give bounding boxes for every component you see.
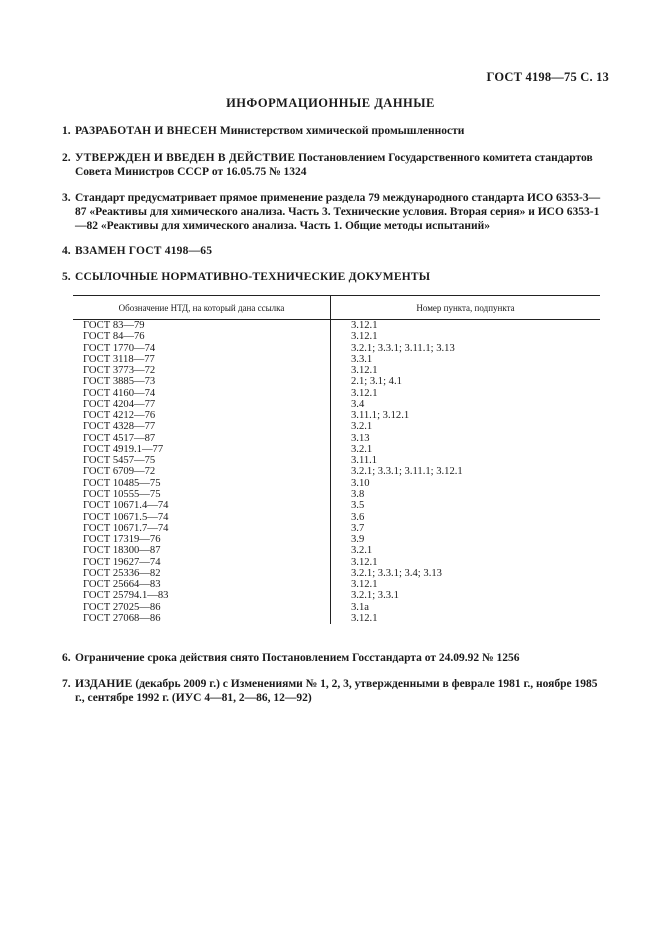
cell-clause: 3.12.1	[351, 612, 378, 624]
cell-clause: 2.1; 3.1; 4.1	[351, 376, 402, 388]
table-row	[73, 421, 600, 432]
cell-document: ГОСТ 27025—86	[73, 602, 331, 613]
section-lead: РАЗРАБОТАН И ВНЕСЕН	[75, 125, 218, 137]
cell-document: ГОСТ 10671.5—74	[73, 512, 331, 523]
cell-document: ГОСТ 25664—83	[73, 579, 331, 590]
cell-document: ГОСТ 6709—72	[73, 466, 331, 477]
table-row	[73, 455, 600, 466]
table-row	[73, 466, 600, 477]
section-text: Постановлением Государственного комитета стандартов Совета Министров СССР от 16.05.75 № 1324	[75, 152, 593, 178]
cell-clause: 3.12.1	[351, 556, 378, 568]
cell-document: ГОСТ 10671.7—74	[73, 523, 331, 534]
table-row	[73, 343, 600, 354]
table-row	[73, 534, 600, 545]
cell-document: ГОСТ 4212—76	[73, 410, 331, 421]
cell-document: ГОСТ 3885—73	[73, 376, 331, 387]
table-row	[73, 365, 600, 376]
cell-clause: 3.9	[351, 534, 365, 546]
cell-clause: 3.12.1	[351, 320, 378, 331]
cell-document: ГОСТ 5457—75	[73, 455, 331, 466]
cell-document: ГОСТ 3118—77	[73, 354, 331, 365]
table-row	[73, 444, 600, 455]
section-1	[62, 124, 610, 138]
table-row	[73, 354, 600, 365]
cell-document: ГОСТ 25336—82	[73, 568, 331, 579]
section-6	[62, 651, 610, 665]
table-row	[73, 590, 600, 601]
column-header-clause: Номер пункта, подпункта	[331, 296, 601, 320]
section-7	[62, 677, 610, 705]
table-row	[73, 557, 600, 568]
section-lead: УТВЕРЖДЕН И ВВЕДЕН В ДЕЙСТВИЕ	[75, 152, 296, 164]
cell-clause: 3.13	[351, 432, 370, 444]
section-3	[62, 191, 610, 233]
cell-document: ГОСТ 18300—87	[73, 545, 331, 556]
table-row	[73, 331, 600, 342]
table-body	[73, 320, 600, 625]
section-5	[62, 270, 610, 284]
section-number: 7.	[62, 678, 71, 690]
section-number: 2.	[62, 152, 71, 164]
cell-clause: 3.11.1; 3.12.1	[351, 410, 410, 422]
cell-clause: 3.6	[351, 511, 365, 523]
cell-document: ГОСТ 10555—75	[73, 489, 331, 500]
cell-clause: 3.2.1; 3.3.1; 3.4; 3.13	[351, 567, 442, 579]
section-text: Стандарт предусматривает прямое применение раздела 79 международного стандарта ИСО 6353-3—87 «Реактивы для химического анализа. Часть 3. Технические условия. Вторая серия» и ИСО 6353-1—82 «Реактивы для химического анализа. Часть 1. Общие методы испытаний»	[75, 192, 601, 232]
cell-clause: 3.2.1; 3.3.1; 3.11.1; 3.13	[351, 342, 455, 354]
table-row	[73, 320, 600, 332]
cell-clause: 3.3.1	[351, 353, 373, 365]
table-row	[73, 602, 600, 613]
cell-document: ГОСТ 25794.1—83	[73, 590, 331, 601]
references-table	[73, 295, 600, 624]
table-row	[73, 500, 600, 511]
table-row	[73, 545, 600, 556]
cell-document: ГОСТ 19627—74	[73, 557, 331, 568]
cell-clause: 3.2.1	[351, 545, 373, 557]
cell-clause: 3.12.1	[351, 579, 378, 591]
cell-document: ГОСТ 4204—77	[73, 399, 331, 410]
doc-reference-header: ГОСТ 4198—75 С. 13	[486, 70, 609, 84]
section-number: 6.	[62, 652, 71, 664]
table-row	[73, 433, 600, 444]
table-row	[73, 376, 600, 387]
section-number: 5.	[62, 271, 71, 283]
cell-clause: 3.12.1	[351, 387, 378, 399]
cell-document: ГОСТ 4919.1—77	[73, 444, 331, 455]
table-row	[73, 523, 600, 534]
section-number: 1.	[62, 125, 71, 137]
cell-document: ГОСТ 84—76	[73, 331, 331, 342]
cell-document: ГОСТ 4160—74	[73, 388, 331, 399]
cell-clause: 3.2.1; 3.3.1; 3.11.1; 3.12.1	[351, 466, 463, 478]
column-header-document: Обозначение НТД, на который дана ссылка	[73, 296, 331, 320]
cell-clause: 3.2.1; 3.3.1	[351, 590, 399, 602]
table-row	[73, 568, 600, 579]
cell-document: ГОСТ 3773—72	[73, 365, 331, 376]
cell-clause: 3.5	[351, 500, 365, 512]
section-number: 4.	[62, 245, 71, 257]
cell-document: ГОСТ 27068—86	[73, 613, 331, 624]
table-row	[73, 410, 600, 421]
section-lead: ВЗАМЕН ГОСТ 4198—65	[75, 245, 213, 257]
section-2	[62, 151, 610, 179]
section-lead: ССЫЛОЧНЫЕ НОРМАТИВНО-ТЕХНИЧЕСКИЕ ДОКУМЕНТЫ	[75, 271, 431, 283]
cell-clause: 3.11.1	[351, 455, 378, 467]
section-text: Ограничение срока действия снято Постановлением Госстандарта от 24.09.92 № 1256	[75, 652, 520, 664]
cell-clause: 3.12.1	[351, 365, 378, 377]
table-row	[73, 613, 600, 624]
table-row	[73, 512, 600, 523]
cell-clause: 3.4	[351, 398, 365, 410]
table-header-row	[73, 296, 600, 320]
cell-document: ГОСТ 10485—75	[73, 478, 331, 489]
section-4	[62, 244, 610, 258]
table-row	[73, 478, 600, 489]
cell-clause: 3.8	[351, 488, 365, 500]
page-title: ИНФОРМАЦИОННЫЕ ДАННЫЕ	[226, 96, 435, 110]
table-row	[73, 388, 600, 399]
cell-clause: 3.2.1	[351, 443, 373, 455]
section-lead: ИЗДАНИЕ	[75, 678, 133, 690]
section-text: (декабрь 2009 г.) с Изменениями № 1, 2, 3, утвержденными в феврале 1981 г., ноябре 1985 г., сентябре 1992 г. (ИУС 4—81, 2—86, 12—92)	[75, 678, 598, 704]
table-row	[73, 579, 600, 590]
cell-clause: 3.2.1	[351, 421, 373, 433]
table-row	[73, 399, 600, 410]
cell-clause: 3.10	[351, 477, 370, 489]
cell-clause: 3.1а	[351, 601, 369, 613]
cell-clause: 3.7	[351, 522, 365, 534]
cell-document: ГОСТ 1770—74	[73, 343, 331, 354]
cell-document: ГОСТ 10671.4—74	[73, 500, 331, 511]
cell-document: ГОСТ 4517—87	[73, 433, 331, 444]
section-text: Министерством химической промышленности	[217, 125, 465, 137]
cell-document: ГОСТ 4328—77	[73, 421, 331, 432]
table-row	[73, 489, 600, 500]
cell-clause: 3.12.1	[351, 331, 378, 343]
cell-document: ГОСТ 83—79	[73, 320, 331, 332]
cell-document: ГОСТ 17319—76	[73, 534, 331, 545]
section-number: 3.	[62, 192, 71, 204]
